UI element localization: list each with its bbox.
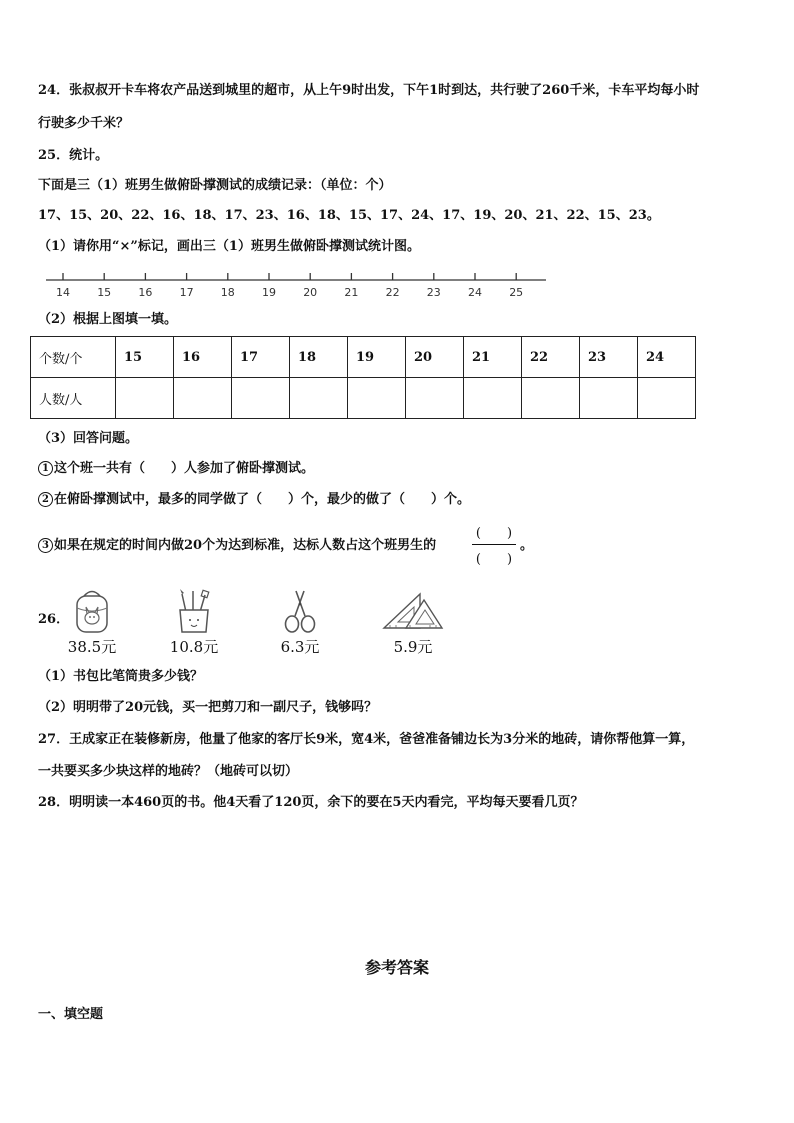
table-cell-blank[interactable] — [522, 378, 580, 419]
table-header-people: 人数/人 — [31, 378, 116, 419]
item-ruler-set — [378, 588, 448, 657]
q25-q3-text: 如果在规定的时间内做20个为达到标准，达标人数占这个班男生的 — [54, 538, 437, 553]
item-price: 38.5元 — [67, 638, 117, 656]
axis-tick-label: 16 — [138, 286, 153, 299]
axis-tick-label: 21 — [344, 286, 359, 299]
q28-line1: 28．明明读一本460页的书。他4天看了120页，余下的要在5天内看完，平均每天要看几页？ — [38, 795, 584, 810]
q25-q3-period: 。 — [520, 538, 534, 553]
ruler-set-icon — [380, 588, 446, 634]
axis-tick-label: 17 — [179, 286, 194, 299]
scissors-icon — [280, 588, 320, 634]
q25-question-3 — [38, 537, 436, 555]
table-cell-value: 15 — [116, 337, 174, 378]
circled-number-3: 3 — [38, 538, 53, 553]
q27-line1: 27．王成家正在装修新房，他量了他家的客厅长9米，宽4米，爸爸准备铺边长为3分米的地砖，请你帮他算一算， — [38, 732, 695, 747]
answers-section1: 一、填空题 — [38, 1007, 104, 1022]
table-cell-blank[interactable] — [464, 378, 522, 419]
item-price: 5.9元 — [393, 638, 433, 656]
q26-label: 26． — [38, 612, 70, 627]
q25-part3: （3）回答问题。 — [38, 431, 139, 446]
table-cell-blank[interactable] — [638, 378, 696, 419]
fraction-blank[interactable] — [470, 522, 518, 568]
q27-line2: 一共要买多少块这样的地砖？（地砖可以切） — [38, 764, 299, 779]
axis-tick-label: 20 — [303, 286, 318, 299]
item-scissors — [272, 588, 328, 657]
table-cell-blank[interactable] — [348, 378, 406, 419]
table-cell-blank[interactable] — [406, 378, 464, 419]
axis-tick-label: 19 — [262, 286, 276, 299]
table-cell-blank[interactable] — [232, 378, 290, 419]
q25-part2: （2）根据上图填一填。 — [38, 312, 178, 327]
table-cell-value: 20 — [406, 337, 464, 378]
table-row-counts — [31, 337, 696, 378]
item-price: 10.8元 — [169, 638, 219, 656]
q25-part1: （1）请你用“×”标记，画出三（1）班男生做俯卧撑测试统计图。 — [38, 239, 420, 254]
axis-tick-label: 23 — [426, 286, 441, 299]
circled-number-1: 1 — [38, 461, 53, 476]
table-cell-value: 17 — [232, 337, 290, 378]
number-line — [46, 268, 546, 304]
q25-question-2 — [38, 491, 470, 509]
backpack-icon — [70, 588, 114, 634]
q25-q1-text: 这个班一共有（ ）人参加了俯卧撑测试。 — [54, 461, 315, 476]
table-cell-blank[interactable] — [116, 378, 174, 419]
fraction-numerator: ( ) — [475, 526, 513, 541]
table-cell-value: 24 — [638, 337, 696, 378]
q26-sub1: （1）书包比笔筒贵多少钱？ — [38, 669, 204, 684]
table-cell-value: 21 — [464, 337, 522, 378]
q24-line2: 行驶多少千米？ — [38, 116, 130, 131]
table-cell-value: 22 — [522, 337, 580, 378]
table-cell-blank[interactable] — [580, 378, 638, 419]
fraction-bar — [472, 544, 516, 545]
q25-question-1 — [38, 460, 314, 478]
q25-q2-text: 在俯卧撑测试中，最多的同学做了（ ）个，最少的做了（ ）个。 — [54, 492, 471, 507]
table-cell-value: 19 — [348, 337, 406, 378]
stats-table — [30, 336, 696, 419]
table-cell-value: 23 — [580, 337, 638, 378]
axis-tick-label: 14 — [56, 286, 70, 299]
item-pencil-holder — [164, 588, 224, 657]
pencil-holder-icon — [172, 588, 216, 634]
circled-number-2: 2 — [38, 492, 53, 507]
table-cell-value: 18 — [290, 337, 348, 378]
axis-tick-label: 18 — [220, 286, 235, 299]
table-row-people — [31, 378, 696, 419]
q25-title: 25．统计。 — [38, 148, 109, 163]
answers-title: 参考答案 — [364, 958, 429, 977]
fraction-denominator: ( ) — [475, 552, 513, 567]
table-header-count: 个数/个 — [31, 337, 116, 378]
item-backpack — [62, 588, 122, 657]
axis-tick-label: 15 — [97, 286, 112, 299]
table-cell-blank[interactable] — [174, 378, 232, 419]
table-cell-value: 16 — [174, 337, 232, 378]
axis-tick-label: 25 — [509, 286, 524, 299]
q25-intro: 下面是三（1）班男生做俯卧撑测试的成绩记录：（单位：个） — [38, 178, 392, 193]
axis-tick-label: 22 — [385, 286, 400, 299]
item-price: 6.3元 — [280, 638, 320, 656]
q25-data-line: 17、15、20、22、16、18、17、23、16、18、15、17、24、17、19、20、21、22、15、23。 — [38, 208, 660, 223]
q24-line1: 24．张叔叔开卡车将农产品送到城里的超市，从上午9时出发，下午1时到达，共行驶了260千米，卡车平均每小时 — [38, 83, 700, 98]
q26-sub2: （2）明明带了20元钱，买一把剪刀和一副尺子，钱够吗？ — [38, 700, 378, 715]
axis-tick-label: 24 — [468, 286, 482, 299]
table-cell-blank[interactable] — [290, 378, 348, 419]
